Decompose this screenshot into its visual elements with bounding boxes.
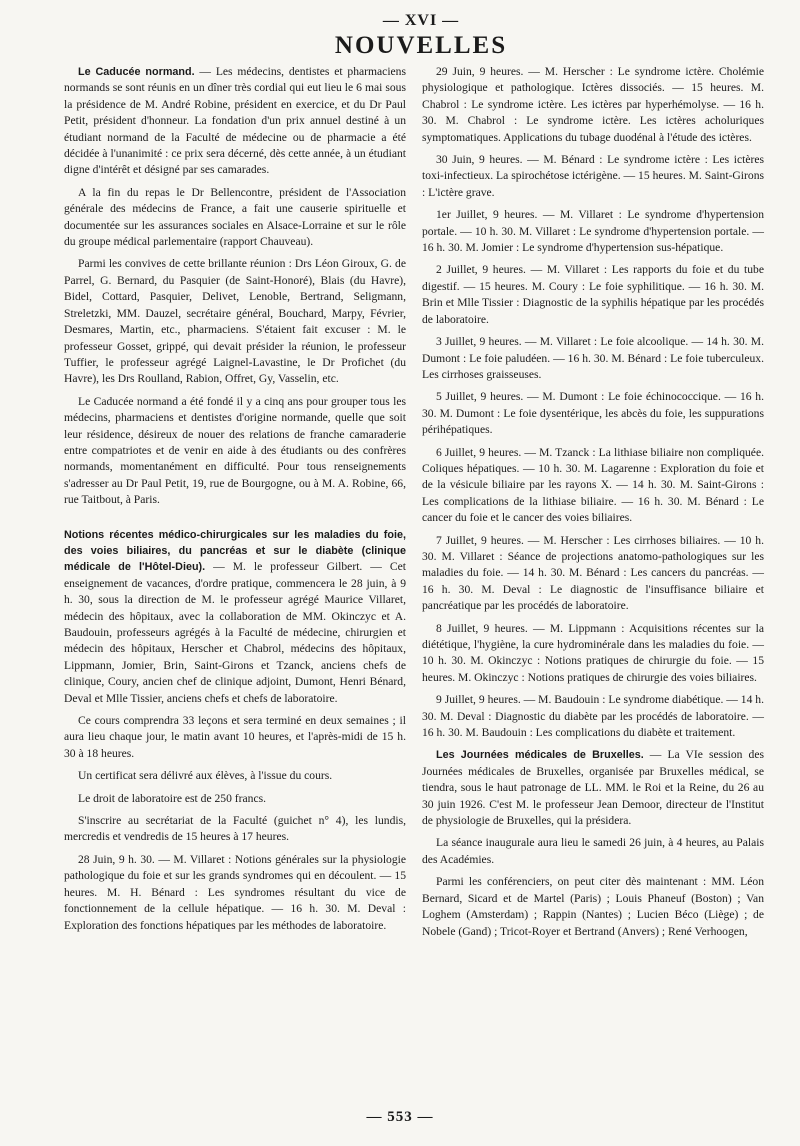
notions-heading: Notions récentes médico-chirurgicales sur les maladies du foie, des voies biliaires, du pancréas et sur le diabète (clinique médicale de l'Hôtel-Dieu). <box>64 528 406 574</box>
certificate-paragraph: Un certificat sera délivré aux élèves, à l'issue du cours. <box>78 769 333 783</box>
schedule-june-29: 29 Juin, 9 heures. — M. Herscher : Le syndrome ictère. Cholémie physiologique et pathologique. Ictères dissociés. — 15 heures. M. Chabrol : Le syndrome ictère. Les ictères par hyperhémolyse. — 16 h. 30. M. Chabrol : Le syndrome ictère. Les ictères acholuriques symptomatiques. Applications du tubage duodénal à l'étude des ictères. <box>422 65 764 144</box>
schedule-july-6: 6 Juillet, 9 heures. — M. Tzanck : La lithiase biliaire non compliquée. Coliques hépatiques. — 10 h. 30. M. Lagarenne : Exploration du foie et de la vésicule biliaire par les rayons X. — 14 h. 30. M. Saint-Girons : Les complications de la lithiase biliaire. — 16 h. 30. M. Bénard : Le cancer du foie et le cancer des voies biliaires. <box>422 445 764 525</box>
caducee-paragraph <box>64 64 406 179</box>
speakers-paragraph: Parmi les conférenciers, on peut citer dès maintenant : MM. Léon Bernard, Sicard et de Martel (Paris) ; Louis Phaneuf (Boston) ; Van Loghem (Amsterdam) ; Rappin (Nantes) ; Lucien Béco (Liège) ; de Nobele (Gand) ; Tricot-Royer et Bertrand (Anvers) ; René Verhoogen, <box>422 875 764 938</box>
schedule-july-1: 1er Juillet, 9 heures. — M. Villaret : Le syndrome d'hypertension portale. — 10 h. 30. M. Villaret : Le syndrome d'hypertension portale. — 16 h. 30. M. Jomier : Le syndrome d'hypertension sus-hépatique. <box>422 208 764 255</box>
schedule-july-3: 3 Juillet, 9 heures. — M. Villaret : Le foie alcoolique. — 14 h. 30. M. Dumont : Le foie paludéen. — 16 h. 30. M. Bénard : Le foie tuberculeux. Les cirrhoses graisseuses. <box>422 335 764 381</box>
caducee-founding-paragraph: Le Caducée normand a été fondé il y a cinq ans pour grouper tous les médecins, pharmaciens et dentistes d'origine normande, quelle que soit leur résidence, désireux de nouer des relations de franche camaraderie entre compatriotes et de venir en aide à des étudiants ou des confrères normands, momentanément en difficulté. Pour tous renseignements s'adresser au Dr Paul Petit, 19, rue de Bourgogne, ou à M. A. Robine, 66, rue Taitbout, à Paris. <box>64 394 406 507</box>
left-column <box>64 64 406 946</box>
inaugural-session-paragraph: La séance inaugurale aura lieu le samedi 26 juin, à 4 heures, au Palais des Académies. <box>422 836 764 866</box>
caducee-heading: Le Caducée normand. <box>78 66 195 78</box>
schedule-june-30: 30 Juin, 9 heures. — M. Bénard : Le syndrome ictère : Les ictères toxi-infectieux. La spirochétose ictérigène. — 15 heures. M. Saint-Girons : L'ictère grave. <box>422 153 764 199</box>
caducee-banquet-paragraph: A la fin du repas le Dr Bellencontre, président de l'Association générale des médecins de France, a fait une causerie spirituelle et documentée sur les assurances sociales en Alsace-Lorraine et sur le rôle du groupe médical parlementaire (rapport Chauveau). <box>64 185 406 249</box>
lab-fee-paragraph: Le droit de laboratoire est de 250 francs. <box>78 791 267 805</box>
notions-text: — M. le professeur Gilbert. — Cet enseignement de vacances, d'ordre pratique, commencera le 28 juin, à 9 h. 30, sous la direction de M. le professeur agrégé Maurice Villaret, médecin des hôpitaux, avec la collaboration de MM. Okinczyc et A. Baudouin, professeurs agrégés à la Faculté de médecine, chirurgien et médecin des hôpitaux, Herscher et Chabrol, médecins des hôpitaux, Lippmann, Jomier, Brin, Saint-Girons et Tzanck, anciens chefs de clinique, Coury, ancien chef de clinique adjoint, Dumont, Henri Bénard, Deval et Mlle Tissier, anciens chefs et chefs de laboratoire. <box>64 560 406 705</box>
bruxelles-heading: Les Journées médicales de Bruxelles. <box>436 749 644 762</box>
notions-paragraph <box>64 527 406 707</box>
two-column-body <box>64 64 764 946</box>
section-title: NOUVELLES <box>334 32 508 59</box>
schedule-july-2: 2 Juillet, 9 heures. — M. Villaret : Les rapports du foie et du tube digestif. — 15 heures. M. Coury : Le foie syphilitique. — 16 h. 30. M. Brin et Mlle Tissier : Diagnostic de la syphilis hépatique par les procédés de laboratoire. <box>422 263 764 326</box>
schedule-june-28: 28 Juin, 9 h. 30. — M. Villaret : Notions générales sur la physiologie pathologique du foie et sur les grands syndromes qui en découlent. — 15 heures. M. H. Bénard : Les syndromes résultant du vice de fonctionnement de la cellule hépatique. — 16 h. 30. M. Deval : Exploration des fonctions hépatiques par les méthodes de laboratoire. <box>64 852 406 932</box>
caducee-guests-paragraph: Parmi les convives de cette brillante réunion : Drs Léon Giroux, G. de Parrel, G. Bernard, du Pasquier (de Saint-Honoré), Blais (du Havre), Bidel, Cottard, Pasquier, Delivet, Lenoble, Bertrand, Seligmann, Streletzki, MM. Dauzel, secrétaire général, Bouchard, Marpy, Février, Desmares, Martin, etc., pharmaciens. S'étaient fait excuser : M. le professeur Gosset, grippé, qui devait présider la réunion, le professeur Tuffier, le professeur agrégé Laignel-Lavastine, le Dr Profichet (du Havre), les Drs Roulland, Rabion, Offret, Gy, Vasselin, etc. <box>64 257 406 386</box>
registration-paragraph: S'inscrire au secrétariat de la Faculté (guichet n° 4), les lundis, mercredis et vendredis de 15 heures à 17 heures. <box>64 814 406 844</box>
caducee-text: — Les médecins, dentistes et pharmaciens normands se sont réunis en un dîner très cordial qui eut lieu le 6 mai sous la présidence de M. André Robine, président en exercice, et du Dr Paul Petit, président d'honneur. La fondation d'un prix annuel destiné à un étudiant normand de la Faculté de médecine ou de pharmacie a été décidée à l'unanimité : ce prix sera décerné, dès cette année, à un étudiant digne d'intérêt et désigné par ses camarades. <box>64 65 406 177</box>
page-number-roman: — XVI — <box>382 12 460 29</box>
schedule-july-9: 9 Juillet, 9 heures. — M. Baudouin : Le syndrome diabétique. — 14 h. 30. M. Deval : Diagnostic du diabète par les procédés de laboratoire. — 16 h. 30. M. Baudouin : Les complications du diabète et traitement. <box>422 693 764 740</box>
bruxelles-paragraph <box>422 747 764 829</box>
schedule-july-5: 5 Juillet, 9 heures. — M. Dumont : Le foie échinococcique. — 16 h. 30. M. Dumont : Le foie dysentérique, les abcès du foie, les suppurations périhépatiques. <box>422 390 764 437</box>
schedule-july-8: 8 Juillet, 9 heures. — M. Lippmann : Acquisitions récentes sur la diététique, l'hygiène, la cure hydrominérale dans les maladies du foie. — 10 h. 30. M. Okinczyc : Notions pratiques de chirurgie du foie. — 15 heures. M. Okinczyc : Notions pratiques de chirurgie des voies biliaires. <box>422 621 764 684</box>
page-number-footer: — 553 — <box>366 1109 434 1125</box>
schedule-july-7: 7 Juillet, 9 heures. — M. Herscher : Les cirrhoses biliaires. — 10 h. 30. M. Villaret : Séance de projections anatomo-pathologiques sur les maladies du foie. — 14 h. 30. M. Bénard : Les cancers du pancréas. — 16 h. 30. M. Deval : Le diagnostic de l'insuffisance biliaire et pancréatique par les procédés de laboratoire. <box>422 533 764 613</box>
course-duration-paragraph: Ce cours comprendra 33 leçons et sera terminé en deux semaines ; il aura lieu chaque jour, le matin avant 10 heures, et l'après-midi de 15 h. 30 à 18 heures. <box>64 714 406 760</box>
bruxelles-text: — La VIe session des Journées médicales de Bruxelles, organisée par Bruxelles médical, se tiendra, sous le haut patronage de LL. MM. le Roi et la Reine, du 26 au 30 juin 1926. C'est M. le professeur Jean Demoor, directeur de l'Institut de physiologie de Bruxelles, qui la présidera. <box>422 748 764 828</box>
right-column <box>422 64 764 946</box>
